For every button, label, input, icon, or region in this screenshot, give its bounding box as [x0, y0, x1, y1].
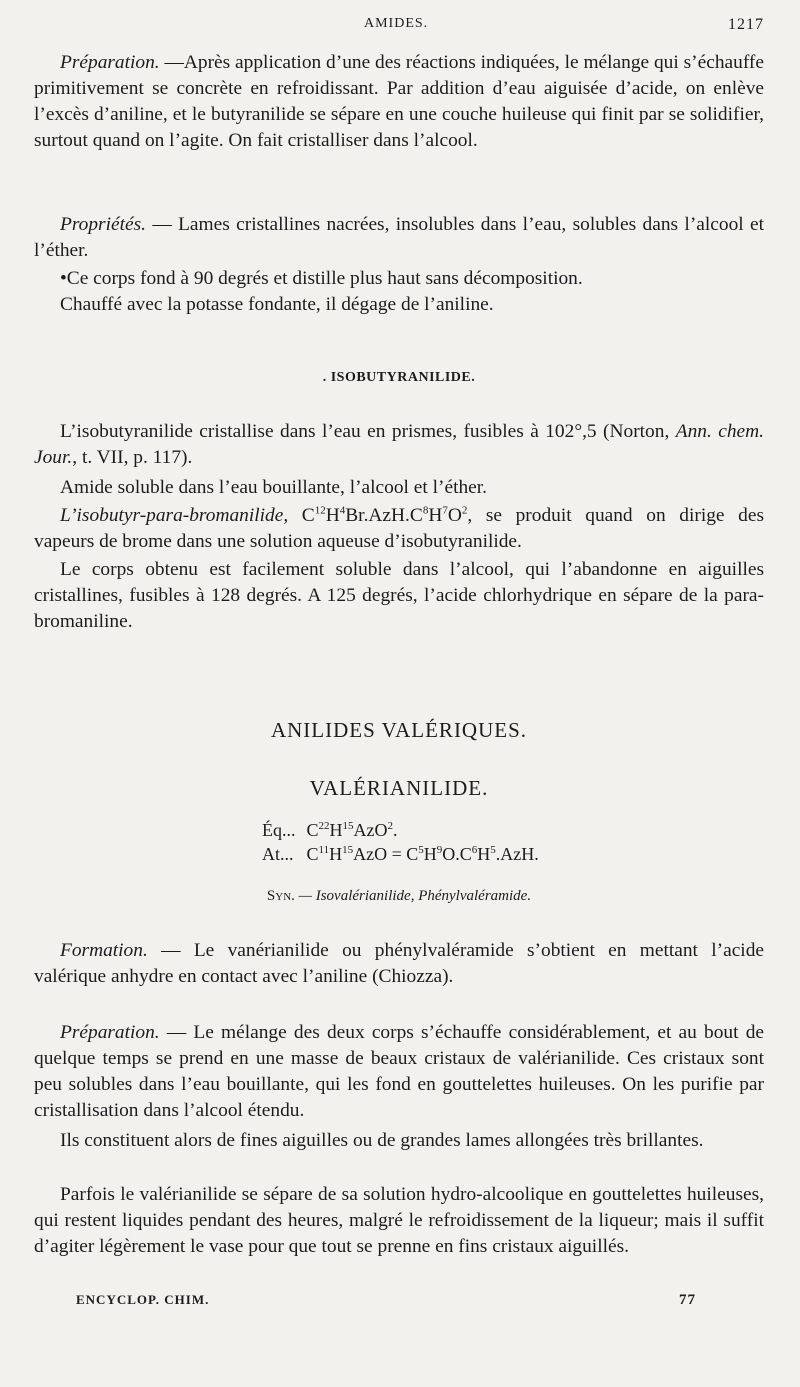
section-heading-valerianilide: VALÉRIANILIDE. [309, 776, 489, 800]
formula-part: H [428, 505, 443, 526]
paragraph-text: Parfois le valérianilide se sépare de sa solution hydro-alcoolique en gouttelettes huileuses, qui restent liquides pendant des heures, malgré le refroidissement de la liqueur; mais il suffit d’agiter légèrement le vase pour que tout se prenne en fins cristaux aiguillés. [34, 1184, 764, 1257]
formula-part: . [393, 820, 398, 840]
formula-part: H [423, 844, 437, 864]
formula-part: C [306, 844, 319, 864]
formula-part: H [325, 505, 340, 526]
formula-part: H [329, 844, 343, 864]
paragraph-constituent [34, 1128, 764, 1154]
running-header [34, 14, 764, 38]
formula-label: Éq... [262, 820, 296, 840]
paragraph-text: Amide soluble dans l’eau bouillante, l’alcool et l’éther. [60, 477, 488, 498]
paragraph-preparation-1 [34, 50, 764, 154]
formula-part: C [306, 820, 319, 840]
paragraph-text: Le corps obtenu est facilement soluble dans l’alcool, qui l’abandonne en aiguilles cristallines, fusibles à 128 degrés. A 125 degrés, l’acide chlorhydrique en sépare de la para-bromaniline. [34, 559, 764, 632]
formula-part: O [447, 505, 462, 526]
subscript: 2 [461, 504, 468, 517]
subscript: 11 [318, 844, 330, 856]
synonyms-label: Syn. [266, 888, 295, 904]
formula-part: H [477, 844, 491, 864]
paragraph-text: , se produit quand on dirige des vapeurs de brome dans une solution aqueuse d’isobutyranilide. [34, 505, 764, 552]
page [34, 0, 764, 1387]
footer-signature: ENCYCLOP. CHIM. [76, 1292, 210, 1307]
paragraph-lead: Préparation. [60, 52, 160, 73]
formula-part: C [288, 505, 315, 526]
paragraph-isobutyranilide-1 [34, 419, 764, 471]
paragraph-lead: Préparation. [60, 1022, 160, 1043]
paragraph-lead: Formation. [60, 940, 148, 961]
paragraph-lead: Propriétés. [60, 214, 146, 235]
paragraph-text: — Lames cristallines nacrées, insolubles dans l’eau, solubles dans l’alcool et l’éther. [34, 214, 764, 261]
subscript: 15 [342, 844, 354, 856]
paragraph-fond [34, 266, 764, 292]
subscript: 5 [490, 844, 496, 856]
paragraph-parfois [34, 1182, 764, 1260]
subscript: 6 [471, 844, 478, 856]
formula-atoms [262, 842, 539, 866]
paragraph-proprietes [34, 212, 764, 264]
subscript: 9 [436, 844, 443, 856]
sheet-number: 77 [679, 1292, 696, 1308]
synonyms-text: — Isovalérianilide, Phénylvaléramide. [294, 888, 532, 904]
subscript: 8 [422, 504, 429, 517]
running-title: AMIDES. [364, 16, 429, 31]
subscript: 5 [418, 844, 424, 856]
compound-name: L’isobutyr-para-bromanilide, [60, 505, 289, 526]
section-heading-isobutyranilide: . ISOBUTYRANILIDE. [322, 370, 476, 385]
formula-label: At... [262, 844, 294, 864]
subscript: 7 [442, 504, 448, 517]
page-number: 1217 [728, 16, 764, 33]
paragraph-bromanilide [34, 503, 764, 555]
formula-part: AzO = C [353, 844, 419, 864]
paragraph-text: L’isobutyranilide cristallise dans l’eau en prismes, fusibles à 102°,5 (Norton, [60, 421, 676, 442]
paragraph-formation [34, 938, 764, 990]
formula-part: AzO [353, 820, 388, 840]
formula-part: .AzH. [495, 844, 539, 864]
reference-tail: , t. VII, p. 117). [72, 447, 193, 468]
subscript: 4 [339, 504, 346, 517]
paragraph-text: •Ce corps fond à 90 degrés et distille plus haut sans décomposition. [60, 268, 583, 289]
journal-reference: Ann. chem. Jour. [34, 421, 764, 468]
subscript: 15 [342, 820, 354, 832]
paragraph-text: — Le vanérianilide ou phénylvaléramide s’obtient en mettant l’acide valérique anhydre en contact avec l’aniline (Chiozza). [34, 940, 764, 987]
paragraph-isobutyranilide-4 [34, 557, 764, 635]
subscript: 12 [314, 504, 326, 517]
formula-equivalents [262, 818, 539, 842]
subscript: 22 [318, 820, 330, 832]
paragraph-text: —Après application d’une des réactions indiquées, le mélange qui s’échauffe primitivement se concrète en refroidissant. Par addition d’eau aiguisée d’acide, on enlève l’excès d’aniline, et le butyranilide se sépare en une couche huileuse qui finit par se solidifier, surtout quand on l’agite. On fait cristalliser dans l’alcool. [34, 52, 764, 151]
subscript: 2 [387, 820, 394, 832]
formula-part: H [329, 820, 343, 840]
formula-block [262, 818, 539, 866]
synonyms-line [34, 888, 764, 905]
paragraph-text: Chauffé avec la potasse fondante, il dégage de l’aniline. [60, 294, 494, 315]
section-heading-anilides-valeriques: ANILIDES VALÉRIQUES. [270, 718, 528, 742]
paragraph-chauffe [34, 292, 764, 318]
paragraph-preparation-2 [34, 1020, 764, 1124]
formula-part: O.C [442, 844, 472, 864]
paragraph-isobutyranilide-2 [34, 475, 764, 501]
paragraph-text: — Le mélange des deux corps s’échauffe considérablement, et au bout de quelque temps se prend en une masse de beaux cristaux de valérianilide. Ces cristaux sont peu solubles dans l’eau bouillante, qui les fond en gouttelettes huileuses. On les purifie par cristallisation dans l’alcool étendu. [34, 1022, 764, 1121]
formula-part: Br.AzH.C [345, 505, 423, 526]
paragraph-text: Ils constituent alors de fines aiguilles ou de grandes lames allongées très brillantes. [60, 1130, 704, 1151]
